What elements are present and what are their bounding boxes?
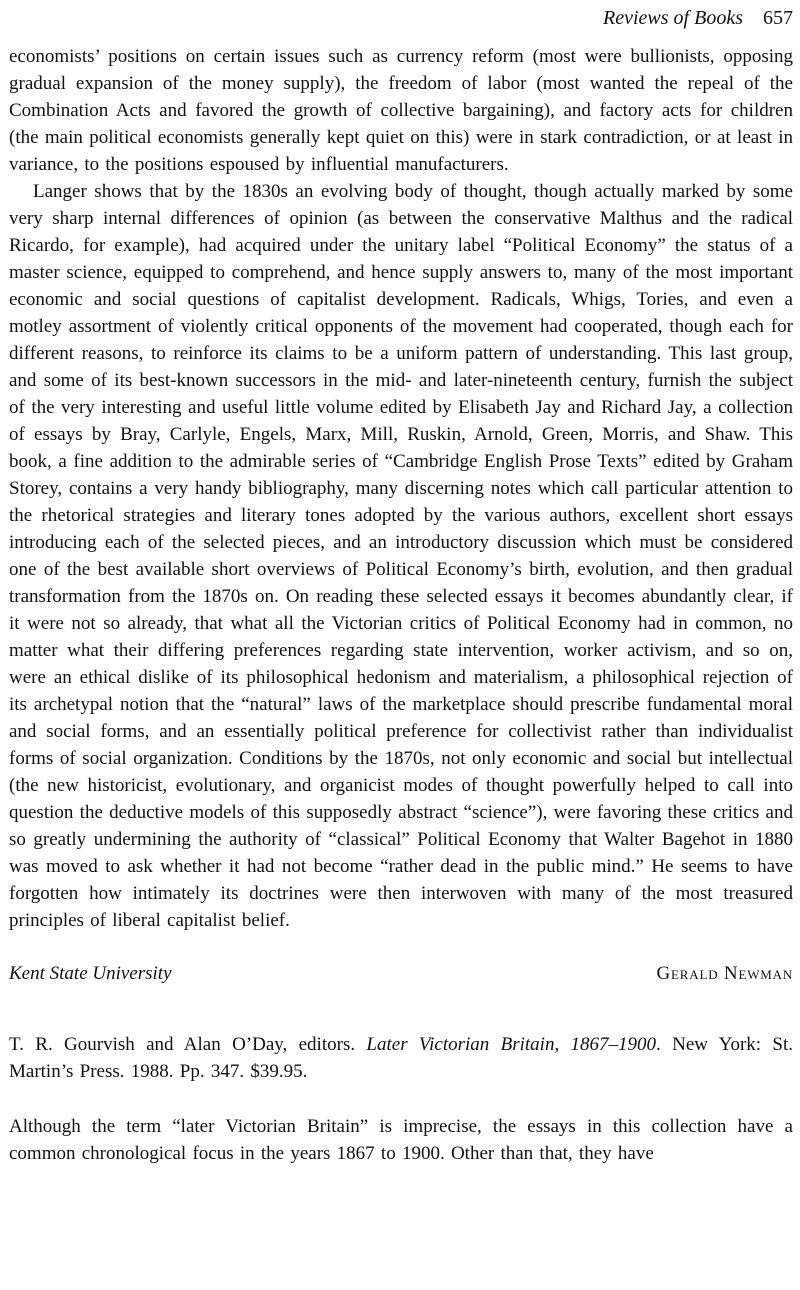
citation-publication: . New York: St. Martin’s Press. 1988. Pp. 347. $39.95. [9,1034,793,1082]
citation-book-title: Later Victorian Britain, 1867–1900 [366,1034,657,1055]
review-paragraph-opening: Although the term “later Victorian Britain” is imprecise, the essays in this collection have a common chronological focus in the years 1867 to 1900. Other than that, they have [9,1116,793,1164]
page-number: 657 [763,7,793,29]
review-first [9,43,793,987]
book-citation [9,1031,793,1085]
reviewer-affiliation: Kent State University [9,963,172,984]
running-head [9,5,793,31]
review-second [9,1031,793,1167]
review-paragraph: Langer shows that by the 1830s an evolving body of thought, though actually marked by some very sharp internal differences of opinion (as between the conservative Malthus and the radical Ricardo, for example), had acquired under the unitary label “Political Economy” the status of a master science, equipped to comprehend, and hence supply answers to, many of the most important economic and social questions of capitalist development. Radicals, Whigs, Tories, and even a motley assortment of violently critical opponents of the movement had cooperated, though each for different reasons, to reinforce its claims to be a uniform pattern of understanding. This last group, and some of its best-known successors in the mid- and later-nineteenth century, furnish the subject of the very interesting and useful little volume edited by Elisabeth Jay and Richard Jay, a collection of essays by Bray, Carlyle, Engels, Marx, Mill, Ruskin, Arnold, Green, Morris, and Shaw. This book, a fine addition to the admirable series of “Cambridge English Prose Texts” edited by Graham Storey, contains a very handy bibliography, many discerning notes which call particular attention to the rhetorical strategies and literary tones adopted by the various authors, excellent short essays introducing each of the selected pieces, and an introductory discussion which must be considered one of the best available short overviews of Political Economy’s birth, evolution, and then gradual transformation from the 1870s on. On reading these selected essays it becomes abundantly clear, if it were not so already, that what all the Victorian critics of Political Economy had in common, no matter what their differing preferences regarding state intervention, worker activism, and so on, were an ethical dislike of its philosophical hedonism and materialism, a philosophical rejection of its archetypal notion that the “natural” laws of the marketplace should prescribe fundamental moral and social forms, and an essentially political preference for collectivist rather than individualist forms of social organization. Conditions by the 1870s, not only economic and social but intellectual (the new historicist, evolutionary, and organicist modes of thought powerfully helped to call into question the deductive models of this supposedly abstract “science”), were favoring these critics and so greatly undermining the authority of “classical” Political Economy that Walter Bagehot in 1880 was moved to ask whether it had not become “rather dead in the public mind.” He seems to have forgotten how intimately its doctrines were then interwoven with many of the most treasured principles of liberal capitalist belief. [9,181,793,931]
citation-authors: T. R. Gourvish and Alan O’Day, editors. [9,1034,367,1055]
signature-line [9,960,793,987]
review-paragraph-continuation: economists’ positions on certain issues such as currency reform (most were bullionists, opposing gradual expansion of the money supply), the freedom of labor (most wanted the repeal of the Combination Acts and favored the growth of collective bargaining), and factory acts for children (the main political economists generally kept quiet on this) were in stark contradiction, or at least in variance, to the positions espoused by influential manufacturers. [9,46,793,175]
running-head-title: Reviews of Books [603,7,743,29]
reviewer-name: Gerald Newman [656,963,793,984]
